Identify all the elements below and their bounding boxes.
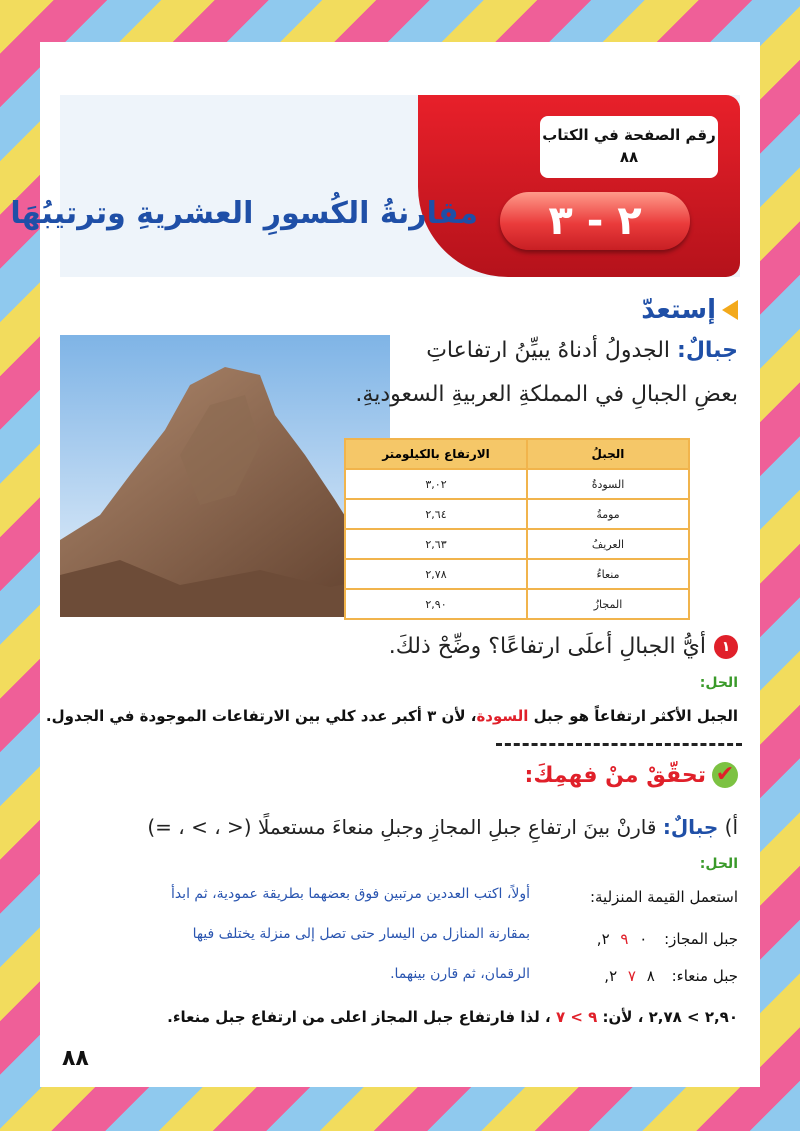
table-cell-mountain: العريفُ <box>527 529 689 559</box>
table-row <box>345 469 689 499</box>
table-header-height: الارتفاع بالكيلومتر <box>345 439 527 469</box>
item-text: قارنْ بينَ ارتفاعِ جبلِ المجازِ وجبلِ منعاءَ مستعملًا (< ، > ، =) <box>147 815 657 839</box>
majaz-d1: ٩ <box>620 930 629 948</box>
solution-label-1: الحل: <box>699 675 738 691</box>
check-heading: تحقّقْ منْ فهمِكَ: <box>524 762 706 788</box>
table-row <box>345 499 689 529</box>
answer-1-highlight: السودة <box>476 707 529 725</box>
answer-1-part2: ، لأن ٣ أكبر عدد كلي بين الارتفاعات الموجودة في الجدول. <box>45 707 477 725</box>
table-cell-height: ٣,٠٢ <box>345 469 527 499</box>
question-1-row <box>389 634 738 659</box>
table-cell-height: ٢,٦٣ <box>345 529 527 559</box>
solution-label-2: الحل: <box>699 856 738 872</box>
table-header-row <box>345 439 689 469</box>
instruction-line-2: بمقارنة المنازل من اليسار حتى تصل إلى منزلة يختلف فيها <box>192 926 530 942</box>
intro-line-1 <box>426 338 738 363</box>
check-heading-row <box>525 762 738 788</box>
conclusion-row <box>167 1008 738 1026</box>
majaz-int: ٢, <box>596 930 610 948</box>
mountain-photo <box>60 335 390 617</box>
manaa-row <box>604 967 738 985</box>
lesson-number: ٢ - ٣ <box>500 192 690 250</box>
manaa-d1: ٧ <box>627 967 636 985</box>
table-cell-height: ٢,٦٤ <box>345 499 527 529</box>
table-cell-mountain: المجازُ <box>527 589 689 619</box>
question-1-text: أيُّ الجبالِ أعلَى ارتفاعًا؟ وضِّحْ ذلكَ. <box>388 634 706 659</box>
checkmark-icon: ✔ <box>712 762 738 788</box>
conclusion-compare: ٩ > ٧ <box>555 1008 598 1026</box>
table-row <box>345 559 689 589</box>
instruction-line-1: أولاً، اكتب العددين مرتبين فوق بعضهما بطريقة عمودية، ثم ابدأ <box>170 886 530 902</box>
conclusion-left: ٢,٩٠ > ٢,٧٨ <box>648 1008 738 1026</box>
mountain-heights-table <box>344 438 690 620</box>
manaa-int: ٢, <box>604 967 618 985</box>
triangle-bullet-icon <box>722 300 738 320</box>
place-value-label: استعمل القيمة المنزلية: <box>589 888 738 906</box>
item-letter: أ) <box>724 815 738 839</box>
table-cell-mountain: السودةُ <box>527 469 689 499</box>
answer-1-part1: الجبل الأكثر ارتفاعاً هو جبل <box>533 707 738 725</box>
table-cell-mountain: منعاءُ <box>527 559 689 589</box>
manaa-label: جبل منعاء: <box>671 967 738 985</box>
prepare-heading: إستعدّ <box>641 295 716 325</box>
majaz-row <box>597 930 738 948</box>
book-page-label: رقم الصفحة في الكتاب <box>542 126 716 144</box>
table-row <box>345 529 689 559</box>
dashed-divider <box>496 743 742 746</box>
table-row <box>345 589 689 619</box>
majaz-d2: ٠ <box>639 930 648 948</box>
book-page-box <box>540 116 718 178</box>
mountains-label: جبالٌ: <box>677 338 738 363</box>
intro-text-1: الجدولُ أدناهُ يبيِّنُ ارتفاعاتِ <box>426 338 671 363</box>
prepare-heading-row <box>641 295 738 325</box>
conclusion-because: ، لأن: <box>602 1008 644 1026</box>
table-cell-height: ٢,٧٨ <box>345 559 527 589</box>
question-number-badge: ١ <box>714 635 738 659</box>
book-page-value: ٨٨ <box>619 148 639 166</box>
page-number: ٨٨ <box>62 1046 89 1071</box>
lesson-title: مقارنةُ الكُسورِ العشريةِ وترتيبُهَا <box>10 196 478 231</box>
instruction-line-3: الرقمان، ثم قارن بينهما. <box>390 966 530 982</box>
answer-1 <box>46 707 738 725</box>
manaa-d2: ٨ <box>646 967 655 985</box>
item-label: جبالٌ: <box>662 815 719 839</box>
check-item-a <box>147 815 738 839</box>
intro-line-2: بعضِ الجبالِ في المملكةِ العربيةِ السعوديةِ. <box>355 382 738 407</box>
table-cell-height: ٢,٩٠ <box>345 589 527 619</box>
table-cell-mountain: مومةُ <box>527 499 689 529</box>
majaz-label: جبل المجاز: <box>664 930 738 948</box>
conclusion-right: ، لذا فارتفاع جبل المجاز اعلى من ارتفاع جبل منعاء. <box>167 1008 551 1026</box>
table-header-mountain: الجبلُ <box>527 439 689 469</box>
